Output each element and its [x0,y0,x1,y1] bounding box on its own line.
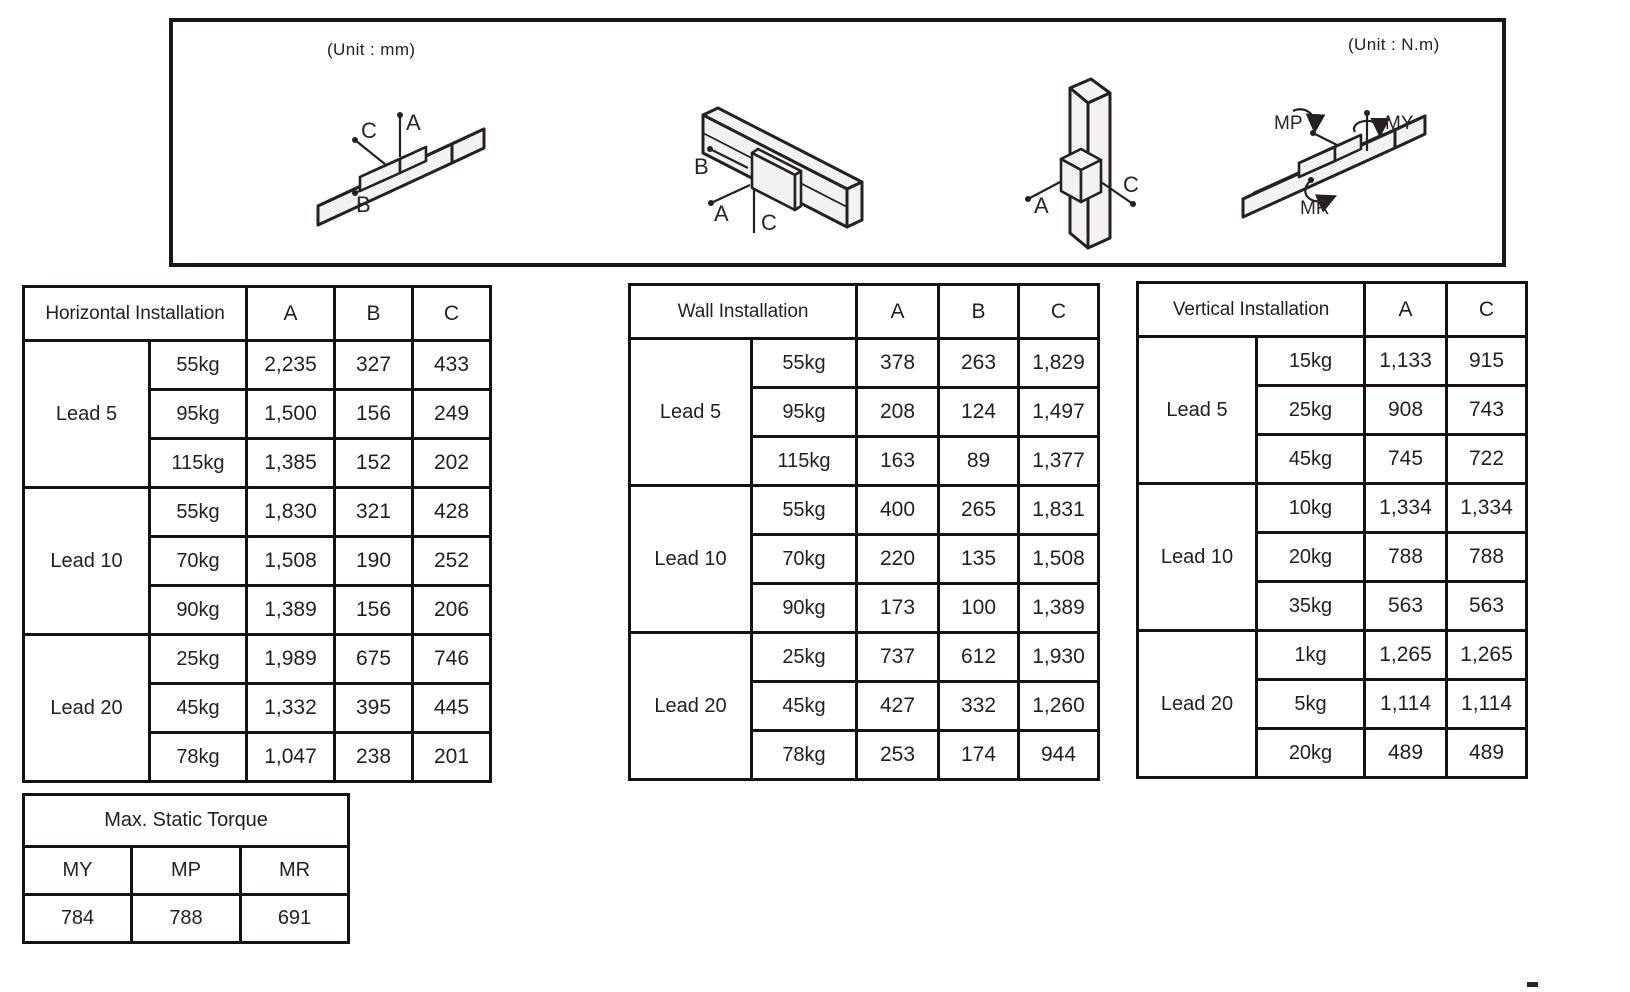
column-header-b: B [939,285,1019,339]
value-cell: 265 [939,486,1019,535]
value-cell: 784 [24,895,132,943]
load-cell: 20kg [1257,729,1365,778]
value-cell: 1,047 [247,733,335,782]
value-cell: 1,332 [247,684,335,733]
load-cell: 95kg [150,390,247,439]
table-row [630,633,1099,682]
header-row [630,285,1099,339]
axis-label-b: B [694,154,709,179]
value-cell: 1,831 [1019,486,1099,535]
header-row [24,287,491,341]
value-cell: 263 [939,339,1019,388]
vertical-installation-table [1136,281,1528,779]
value-cell: 1,829 [1019,339,1099,388]
value-cell: 1,830 [247,488,335,537]
value-cell: 745 [1365,435,1447,484]
value-cell: 1,114 [1447,680,1527,729]
vertical-installation-diagram [955,62,1195,262]
value-cell: 1,930 [1019,633,1099,682]
load-cell: 45kg [752,682,857,731]
value-cell: 427 [857,682,939,731]
value-cell: 1,389 [247,586,335,635]
value-cell: 1,385 [247,439,335,488]
value-cell: 915 [1447,337,1527,386]
value-cell: 100 [939,584,1019,633]
value-cell: 788 [132,895,241,943]
table-title: Horizontal Installation [24,287,247,341]
load-cell: 55kg [752,486,857,535]
table-row [24,341,491,390]
column-header-c: C [1447,283,1527,337]
load-cell: 115kg [752,437,857,486]
column-header-a: A [857,285,939,339]
lead-label: Lead 5 [24,341,150,488]
load-cell: 115kg [150,439,247,488]
value-cell: 173 [857,584,939,633]
axis-label-c: C [1123,172,1139,197]
value-cell: 2,235 [247,341,335,390]
wall-installation-diagram [640,75,890,260]
value-cell: 433 [413,341,491,390]
value-cell: 737 [857,633,939,682]
value-cell: 253 [857,731,939,780]
table-title: Max. Static Torque [24,795,349,847]
load-cell: 5kg [1257,680,1365,729]
value-cell: 445 [413,684,491,733]
lead-label: Lead 5 [630,339,752,486]
column-header-mp: MP [132,847,241,895]
load-cell: 70kg [752,535,857,584]
value-cell: 563 [1365,582,1447,631]
value-cell: 332 [939,682,1019,731]
load-cell: 35kg [1257,582,1365,631]
wall-installation-table [628,283,1100,781]
value-cell: 206 [413,586,491,635]
table-row [630,486,1099,535]
axis-label-a: A [714,201,729,226]
moment-label-mp: MP [1274,113,1303,134]
table-row [630,339,1099,388]
load-cell: 1kg [1257,631,1365,680]
load-cell: 10kg [1257,484,1365,533]
value-cell: 400 [857,486,939,535]
page-corner-mark [1527,982,1538,987]
value-cell: 124 [939,388,1019,437]
value-cell: 1,389 [1019,584,1099,633]
value-cell: 563 [1447,582,1527,631]
value-cell: 202 [413,439,491,488]
horizontal-installation-diagram [288,95,513,250]
value-cell: 135 [939,535,1019,584]
value-cell: 1,500 [247,390,335,439]
value-cell: 1,334 [1447,484,1527,533]
column-header-c: C [1019,285,1099,339]
value-cell: 746 [413,635,491,684]
value-cell: 1,114 [1365,680,1447,729]
value-cell: 1,265 [1447,631,1527,680]
value-cell: 152 [335,439,413,488]
value-cell: 1,377 [1019,437,1099,486]
load-cell: 45kg [1257,435,1365,484]
value-cell: 788 [1365,533,1447,582]
value-cell: 612 [939,633,1019,682]
unit-mm-label: (Unit : mm) [327,40,416,59]
value-cell: 691 [241,895,349,943]
value-cell: 1,508 [1019,535,1099,584]
value-cell: 395 [335,684,413,733]
column-header-b: B [335,287,413,341]
axis-label-b: B [356,192,371,217]
lead-label: Lead 10 [630,486,752,633]
table-row [1138,631,1527,680]
value-cell: 238 [335,733,413,782]
value-cell: 156 [335,586,413,635]
load-cell: 90kg [752,584,857,633]
table-row [24,488,491,537]
value-cell: 489 [1365,729,1447,778]
value-cell: 1,133 [1365,337,1447,386]
value-cell: 201 [413,733,491,782]
value-cell: 675 [335,635,413,684]
value-cell: 1,334 [1365,484,1447,533]
value-cell: 722 [1447,435,1527,484]
column-header-a: A [247,287,335,341]
lead-label: Lead 10 [1138,484,1257,631]
axis-label-c: C [761,210,777,235]
column-header-c: C [413,287,491,341]
value-cell: 1,265 [1365,631,1447,680]
table-title: Wall Installation [630,285,857,339]
value-cell: 89 [939,437,1019,486]
column-header-my: MY [24,847,132,895]
value-cell: 428 [413,488,491,537]
load-cell: 15kg [1257,337,1365,386]
value-cell: 252 [413,537,491,586]
load-cell: 20kg [1257,533,1365,582]
load-cell: 90kg [150,586,247,635]
lead-label: Lead 20 [24,635,150,782]
value-cell: 743 [1447,386,1527,435]
load-cell: 55kg [150,341,247,390]
load-cell: 55kg [752,339,857,388]
lead-label: Lead 20 [1138,631,1257,778]
value-cell: 174 [939,731,1019,780]
column-header-mr: MR [241,847,349,895]
value-cell: 321 [335,488,413,537]
value-cell: 249 [413,390,491,439]
load-cell: 45kg [150,684,247,733]
value-cell: 944 [1019,731,1099,780]
load-cell: 78kg [752,731,857,780]
column-header-a: A [1365,283,1447,337]
horizontal-installation-table [22,285,492,783]
table-row [24,635,491,684]
value-cell: 1,260 [1019,682,1099,731]
value-cell: 190 [335,537,413,586]
value-cell: 1,508 [247,537,335,586]
value-cell: 788 [1447,533,1527,582]
load-cell: 55kg [150,488,247,537]
load-cell: 25kg [752,633,857,682]
lead-label: Lead 5 [1138,337,1257,484]
table-title: Vertical Installation [1138,283,1365,337]
load-cell: 25kg [150,635,247,684]
value-cell: 220 [857,535,939,584]
value-cell: 908 [1365,386,1447,435]
static-torque-diagram [1215,85,1455,245]
table-row [1138,337,1527,386]
moment-label-my: MY [1385,113,1414,134]
value-cell: 208 [857,388,939,437]
axis-label-c: C [361,118,377,143]
max-static-torque-table [22,793,350,944]
value-cell: 156 [335,390,413,439]
value-cell: 378 [857,339,939,388]
load-cell: 95kg [752,388,857,437]
load-cell: 25kg [1257,386,1365,435]
header-row [1138,283,1527,337]
value-cell: 1,989 [247,635,335,684]
axis-label-a: A [406,110,421,135]
lead-label: Lead 10 [24,488,150,635]
lead-label: Lead 20 [630,633,752,780]
table-row [1138,484,1527,533]
value-cell: 1,497 [1019,388,1099,437]
axis-label-a: A [1034,193,1049,218]
value-cell: 327 [335,341,413,390]
value-cell: 489 [1447,729,1527,778]
unit-nm-label: (Unit : N.m) [1348,35,1440,54]
load-cell: 78kg [150,733,247,782]
value-cell: 163 [857,437,939,486]
load-cell: 70kg [150,537,247,586]
moment-label-mr: MR [1300,198,1330,219]
